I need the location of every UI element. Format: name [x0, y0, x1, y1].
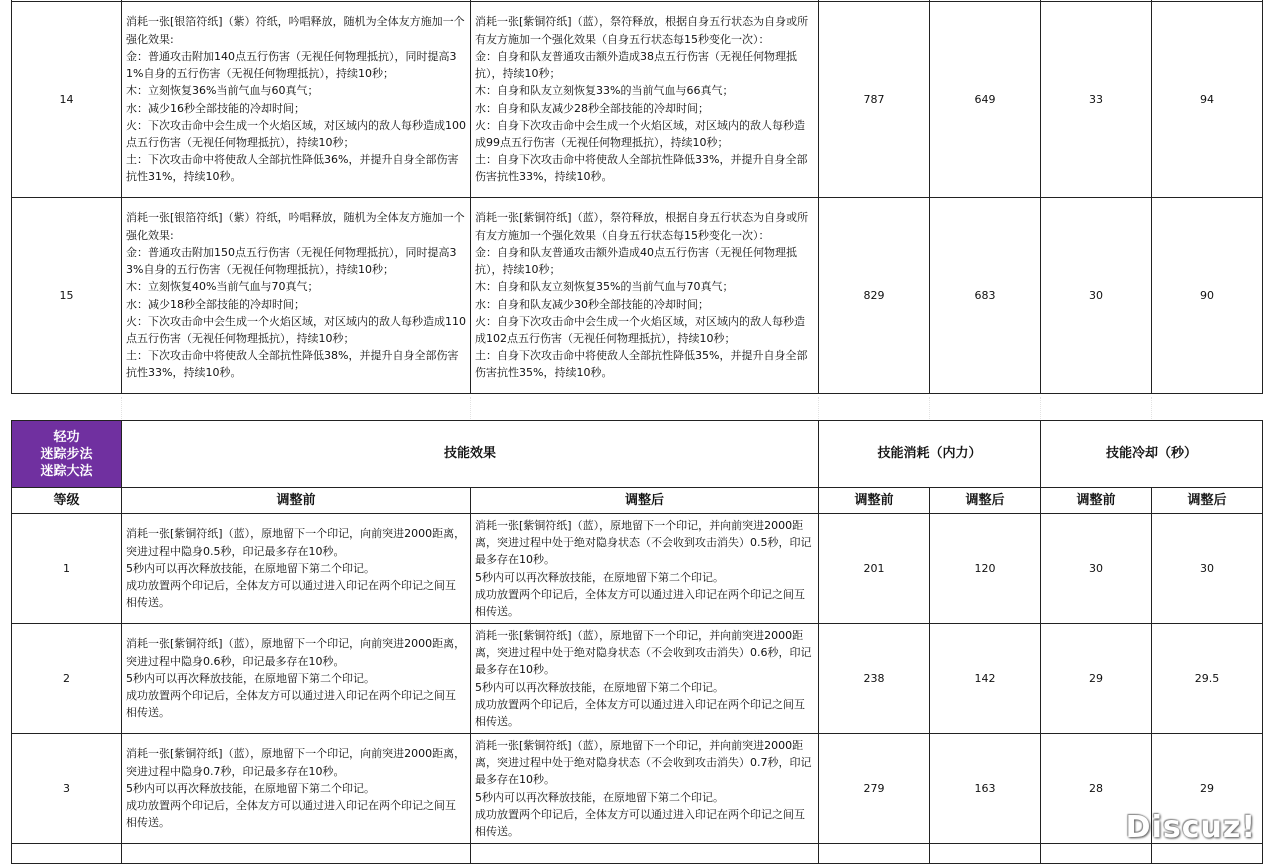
- effect-before-cell: 消耗一张[银箔符纸]（紫）符纸，吟唱释放，随机为全体友方施加一个强化效果: 金：普通攻击附加150点五行伤害（无视任何物理抵抗），同时提高33%自身的五行伤害（无视任何物理抵抗），持续10秒； 木：立刻恢复40%当前气血与70真气； 水：减少18秒全部技能的冷却时间； 火：下次攻击命中会生成一个火焰区域，对区域内的敌人每秒造成110点五行伤害（无视任何物理抵抗），持续10秒； 土：下次攻击命中将使敌人全部抗性降低38%，并提升自身全部伤害抗性33%，持续10秒。: [122, 198, 471, 394]
- cooldown-before-cell: 30: [1041, 514, 1152, 624]
- effect-before-cell: 消耗一张[银箔符纸]（紫）符纸，吟唱释放，随机为全体友方施加一个强化效果: 金：普通攻击附加140点五行伤害（无视任何物理抵抗），同时提高31%自身的五行伤害（无视任何物理抵抗），持续10秒； 木：立刻恢复36%当前气血与60真气； 水：减少16秒全部技能的冷却时间； 火：下次攻击命中会生成一个火焰区域，对区域内的敌人每秒造成100点五行伤害（无视任何物理抵抗），持续10秒； 土：下次攻击命中将使敌人全部抗性降低36%，并提升自身全部伤害抗性31%，持续10秒。: [122, 2, 471, 198]
- table-row: [12, 734, 1263, 844]
- cooldown-before-header: 调整前: [1041, 488, 1152, 514]
- cost-after-cell: 649: [930, 2, 1041, 198]
- header-row: [12, 421, 1263, 488]
- cost-after-cell: 683: [930, 198, 1041, 394]
- cooldown-after-cell: 29: [1152, 734, 1263, 844]
- level-cell: 3: [12, 734, 122, 844]
- cost-after-cell: 163: [930, 734, 1041, 844]
- cost-before-cell: 238: [819, 624, 930, 734]
- cooldown-after-cell: 29.5: [1152, 624, 1263, 734]
- qinggong-skill-table: [11, 420, 1262, 864]
- skill-cost-header: 技能消耗（内力）: [819, 421, 1041, 488]
- effect-after-cell: 消耗一张[紫铜符纸]（蓝），原地留下一个印记，并向前突进2000距离，突进过程中处于绝对隐身状态（不会收到攻击消失）0.6秒，印记最多存在10秒。 5秒内可以再次释放技能，在原地留下第二个印记。 成功放置两个印记后，全体友方可以通过进入印记在两个印记之间互相传送。: [471, 624, 819, 734]
- level-cell: 1: [12, 514, 122, 624]
- level-header: 等级: [12, 488, 122, 514]
- cooldown-after-cell: 94: [1152, 2, 1263, 198]
- effect-before-header: 调整前: [122, 488, 471, 514]
- table-row: [12, 2, 1263, 198]
- discuz-watermark: Discuz!: [1125, 810, 1256, 845]
- table-row: [12, 514, 1263, 624]
- table-row: [12, 844, 1263, 864]
- subheader-row: [12, 488, 1263, 514]
- effect-after-cell: 消耗一张[紫铜符纸]（蓝），祭符释放，根据自身五行状态为自身或所有友方施加一个强化效果（自身五行状态每15秒变化一次）： 金：自身和队友普通攻击额外造成38点五行伤害（无视任何物理抵抗），持续10秒； 木：自身和队友立刻恢复33%的当前气血与66真气； 水：自身和队友减少28秒全部技能的冷却时间； 火：自身下次攻击命中会生成一个火焰区域，对区域内的敌人每秒造成99点五行伤害（无视任何物理抵抗），持续10秒； 土：自身下次攻击命中将使敌人全部抗性降低33%，并提升自身全部伤害抗性33%，持续10秒。: [471, 2, 819, 198]
- cooldown-before-cell: 29: [1041, 624, 1152, 734]
- cooldown-before-cell: 33: [1041, 2, 1152, 198]
- cooldown-before-cell: 30: [1041, 198, 1152, 394]
- cooldown-after-cell: 90: [1152, 198, 1263, 394]
- cost-before-header: 调整前: [819, 488, 930, 514]
- effect-after-cell: 消耗一张[紫铜符纸]（蓝），原地留下一个印记，并向前突进2000距离，突进过程中处于绝对隐身状态（不会收到攻击消失）0.5秒，印记最多存在10秒。 5秒内可以再次释放技能，在原地留下第二个印记。 成功放置两个印记后，全体友方可以通过进入印记在两个印记之间互相传送。: [471, 514, 819, 624]
- cost-before-cell: 829: [819, 198, 930, 394]
- effect-after-cell: 消耗一张[紫铜符纸]（蓝），原地留下一个印记，并向前突进2000距离，突进过程中处于绝对隐身状态（不会收到攻击消失）0.7秒，印记最多存在10秒。 5秒内可以再次释放技能，在原地留下第二个印记。 成功放置两个印记后，全体友方可以通过进入印记在两个印记之间互相传送。: [471, 734, 819, 844]
- table-row: [12, 198, 1263, 394]
- cost-before-cell: 279: [819, 734, 930, 844]
- upper-skill-table: [11, 0, 1262, 394]
- level-cell: 14: [12, 2, 122, 198]
- effect-before-cell: 消耗一张[紫铜符纸]（蓝），原地留下一个印记，向前突进2000距离，突进过程中隐身0.5秒，印记最多存在10秒。 5秒内可以再次释放技能，在原地留下第二个印记。 成功放置两个印记后，全体友方可以通过进入印记在两个印记之间互相传送。: [122, 514, 471, 624]
- level-cell: 2: [12, 624, 122, 734]
- cost-after-cell: 120: [930, 514, 1041, 624]
- skill-cooldown-header: 技能冷却（秒）: [1041, 421, 1263, 488]
- sheet-gap: [11, 397, 1262, 419]
- cost-after-header: 调整后: [930, 488, 1041, 514]
- effect-before-cell: 消耗一张[紫铜符纸]（蓝），原地留下一个印记，向前突进2000距离，突进过程中隐身0.7秒，印记最多存在10秒。 5秒内可以再次释放技能，在原地留下第二个印记。 成功放置两个印记后，全体友方可以通过进入印记在两个印记之间互相传送。: [122, 734, 471, 844]
- level-cell: 15: [12, 198, 122, 394]
- cooldown-before-cell: 28: [1041, 734, 1152, 844]
- table-row: [12, 624, 1263, 734]
- skill-effect-header: 技能效果: [122, 421, 819, 488]
- skill-name-cell: 轻功 迷踪步法 迷踪大法: [12, 421, 122, 488]
- cost-after-cell: 142: [930, 624, 1041, 734]
- effect-after-header: 调整后: [471, 488, 819, 514]
- cooldown-after-cell: 30: [1152, 514, 1263, 624]
- cost-before-cell: 787: [819, 2, 930, 198]
- effect-after-cell: 消耗一张[紫铜符纸]（蓝），祭符释放，根据自身五行状态为自身或所有友方施加一个强化效果（自身五行状态每15秒变化一次）： 金：自身和队友普通攻击额外造成40点五行伤害（无视任何物理抵抗），持续10秒； 木：自身和队友立刻恢复35%的当前气血与70真气； 水：自身和队友减少30秒全部技能的冷却时间； 火：自身下次攻击命中会生成一个火焰区域，对区域内的敌人每秒造成102点五行伤害（无视任何物理抵抗），持续10秒； 土：自身下次攻击命中将使敌人全部抗性降低35%，并提升自身全部伤害抗性35%，持续10秒。: [471, 198, 819, 394]
- cost-before-cell: 201: [819, 514, 930, 624]
- effect-before-cell: 消耗一张[紫铜符纸]（蓝），原地留下一个印记，向前突进2000距离，突进过程中隐身0.6秒，印记最多存在10秒。 5秒内可以再次释放技能，在原地留下第二个印记。 成功放置两个印记后，全体友方可以通过进入印记在两个印记之间互相传送。: [122, 624, 471, 734]
- cooldown-after-header: 调整后: [1152, 488, 1263, 514]
